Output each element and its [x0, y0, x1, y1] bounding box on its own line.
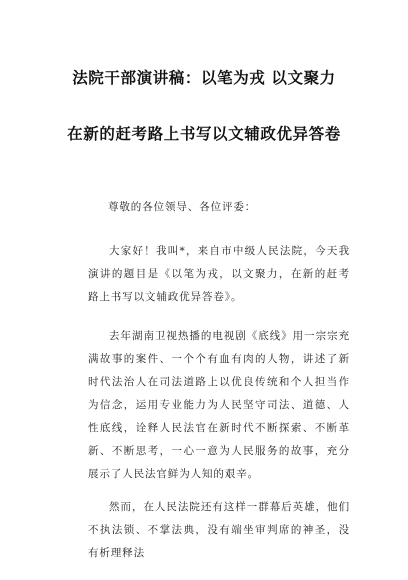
document-title-line-2: 在新的赶考路上书写以文辅政优异答卷: [67, 125, 341, 143]
paragraph-1: 大家好！我叫*，来自市中级人民法院，今天我演讲的题目是《以笔为戎，以文聚力，在新的赶考路上书写以文辅政优异答卷》。: [88, 245, 350, 303]
paragraph-2: 去年湖南卫视热播的电视剧《底线》用一宗宗充满故事的案件、一个个有血有肉的人物，讲述了新时代法治人在司法道路上以优良传统和个人担当作为信念，运用专业能力为人民坚守司法、道德、人性底线，诠释人民法官在新时代不断探索、不断革新、不断思考，一心一意为人民服务的故事，充分展示了人民法官鲜为人知的艰辛。: [88, 330, 350, 480]
document-title-line-1: 法院干部演讲稿：以笔为戎 以文聚力: [72, 69, 336, 87]
paragraph-3: 然而，在人民法院还有这样一群幕后英雄，他们不执法锁、不掌法典，没有端坐审判席的神圣，没有析理释法: [88, 501, 350, 559]
salutation: 尊敬的各位领导、各位评委：: [108, 201, 257, 213]
